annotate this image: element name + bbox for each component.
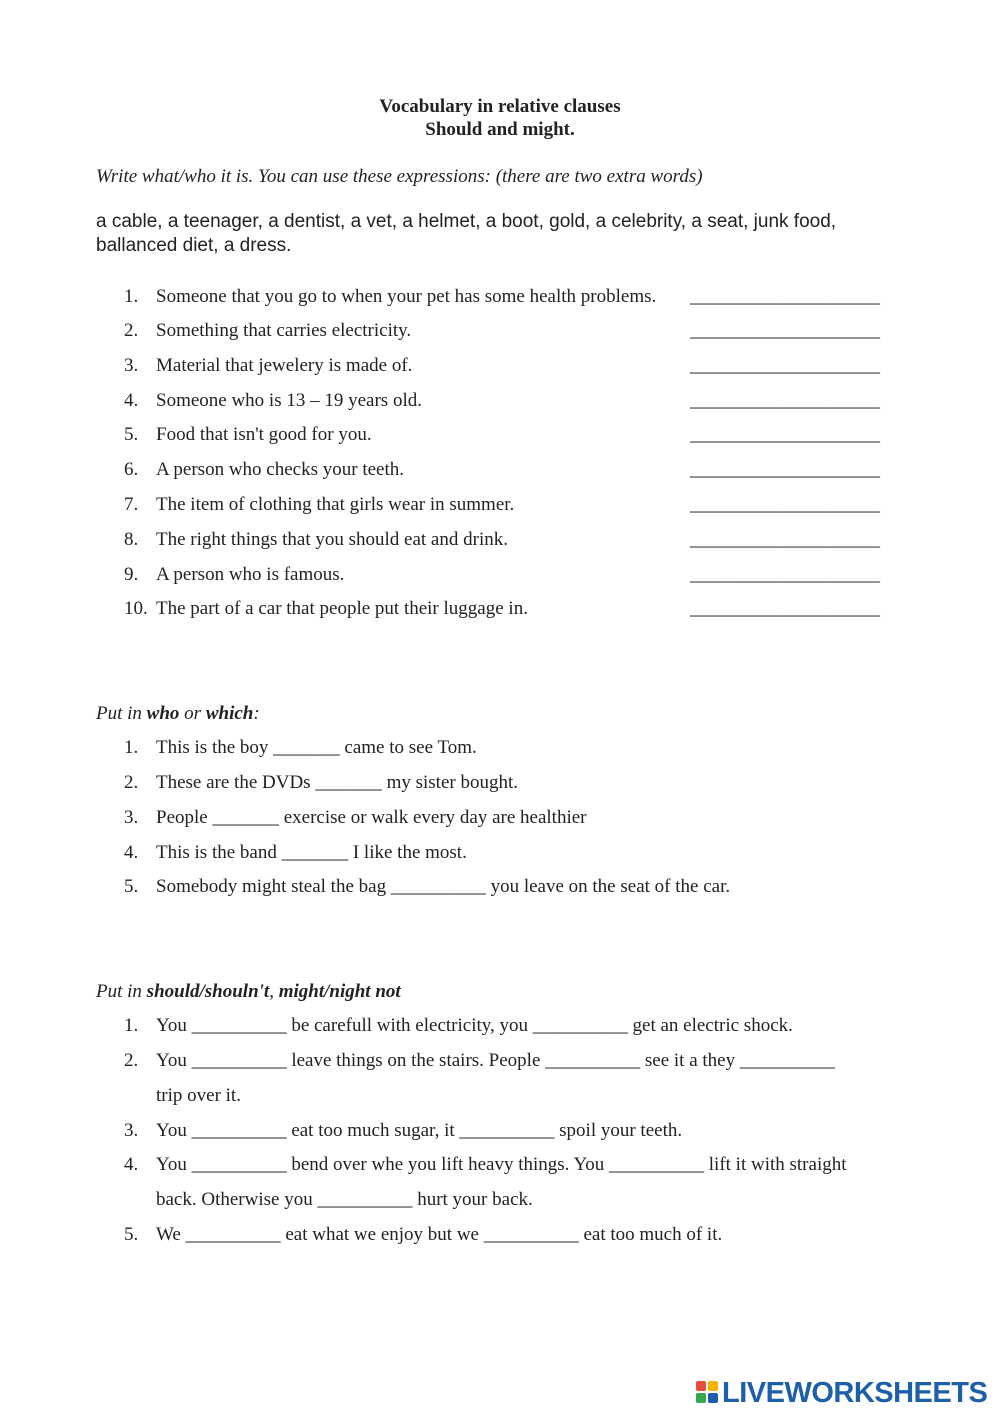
item-text[interactable]: You __________ leave things on the stairs. People __________ see it a they __________ [156,1050,835,1071]
vocab-item [0,424,1000,450]
answer-blank[interactable]: ____________________ [690,320,880,341]
modal-item-continuation [0,1189,1000,1215]
vocab-item [0,529,1000,555]
instr-keyword-might: might/night not [278,981,401,1002]
instr-text: , [269,981,279,1002]
item-text: Someone who is 13 – 19 years old. [156,390,422,411]
answer-blank[interactable]: ____________________ [690,494,880,515]
item-number: 9. [124,564,139,585]
item-number: 3. [124,807,139,828]
vocab-item [0,355,1000,381]
instr-text: : [253,703,260,724]
answer-blank[interactable]: ____________________ [690,459,880,480]
item-text: Someone that you go to when your pet has some health problems. [156,286,657,307]
item-number: 5. [124,876,139,897]
instr-text: or [179,703,206,724]
word-bank: a cable, a teenager, a dentist, a vet, a helmet, a boot, gold, a celebrity, a seat, junk food, ballanced diet, a dress. [96,211,837,256]
page-title-line2: Should and might. [425,119,575,140]
instr-keyword-should: should/shouln't [146,981,270,1002]
instr-text: Put in [96,981,147,1002]
item-text[interactable]: back. Otherwise you __________ hurt your back. [156,1189,533,1210]
vocab-item [0,459,1000,485]
item-text: trip over it. [156,1085,241,1106]
item-text[interactable]: We __________ eat what we enjoy but we __________ eat too much of it. [156,1224,723,1245]
instr-text: Put in [96,703,147,724]
item-text: Something that carries electricity. [156,320,412,341]
modal-item [0,1050,1000,1076]
item-number: 8. [124,529,139,550]
modal-item [0,1224,1000,1250]
instr-keyword-which: which [205,703,254,724]
item-text[interactable]: These are the DVDs _______ my sister bought. [156,772,518,793]
item-number: 1. [124,286,139,307]
item-number: 1. [124,1015,139,1036]
liveworksheets-logo[interactable] [696,1378,987,1408]
item-text: Food that isn't good for you. [156,424,372,445]
item-number: 4. [124,390,139,411]
item-text[interactable]: You __________ eat too much sugar, it __________ spoil your teeth. [156,1120,683,1141]
item-text: A person who is famous. [156,564,345,585]
relative-item [0,876,1000,902]
page-title-line1: Vocabulary in relative clauses [379,96,621,117]
item-number: 7. [124,494,139,515]
item-text: A person who checks your teeth. [156,459,404,480]
item-text[interactable]: You __________ bend over whe you lift heavy things. You __________ lift it with straight [156,1154,847,1175]
item-number: 2. [124,1050,139,1071]
modal-item [0,1120,1000,1146]
item-text: The item of clothing that girls wear in summer. [156,494,515,515]
item-number: 6. [124,459,139,480]
logo-square-yellow [708,1381,718,1391]
logo-square-red [696,1381,706,1391]
answer-blank[interactable]: ____________________ [690,286,880,307]
logo-text: LIVEWORKSHEETS [722,1376,988,1409]
item-number: 1. [124,737,139,758]
logo-square-blue [708,1393,718,1403]
item-text[interactable]: You __________ be carefull with electricity, you __________ get an electric shock. [156,1015,793,1036]
answer-blank[interactable]: ____________________ [690,390,880,411]
item-number: 10. [124,598,148,619]
answer-blank[interactable]: ____________________ [690,598,880,619]
answer-blank[interactable]: ____________________ [690,564,880,585]
vocab-item [0,286,1000,312]
vocab-item [0,564,1000,590]
item-text: The right things that you should eat and drink. [156,529,508,550]
section1-instruction: Write what/who it is. You can use these expressions: (there are two extra words) [96,166,703,187]
logo-icon [696,1381,720,1405]
section3-instruction [96,981,401,1003]
item-text: The part of a car that people put their luggage in. [156,598,528,619]
relative-item [0,807,1000,833]
item-text[interactable]: Somebody might steal the bag __________ you leave on the seat of the car. [156,876,731,897]
logo-square-green [696,1393,706,1403]
item-number: 2. [124,320,139,341]
relative-item [0,772,1000,798]
vocab-item [0,494,1000,520]
item-number: 3. [124,1120,139,1141]
item-number: 3. [124,355,139,376]
item-number: 5. [124,1224,139,1245]
item-number: 5. [124,424,139,445]
relative-item [0,737,1000,763]
section2-instruction [96,703,260,725]
modal-item [0,1154,1000,1180]
item-number: 4. [124,1154,139,1175]
modal-item-continuation [0,1085,1000,1111]
item-number: 4. [124,842,139,863]
vocab-item [0,320,1000,346]
item-number: 2. [124,772,139,793]
answer-blank[interactable]: ____________________ [690,529,880,550]
answer-blank[interactable]: ____________________ [690,424,880,445]
item-text[interactable]: People _______ exercise or walk every day are healthier [156,807,587,828]
modal-item [0,1015,1000,1041]
vocab-item [0,598,1000,624]
item-text: Material that jewelery is made of. [156,355,413,376]
item-text[interactable]: This is the boy _______ came to see Tom. [156,737,477,758]
answer-blank[interactable]: ____________________ [690,355,880,376]
instr-keyword-who: who [146,703,180,724]
relative-item [0,842,1000,868]
vocab-item [0,390,1000,416]
item-text[interactable]: This is the band _______ I like the most. [156,842,467,863]
